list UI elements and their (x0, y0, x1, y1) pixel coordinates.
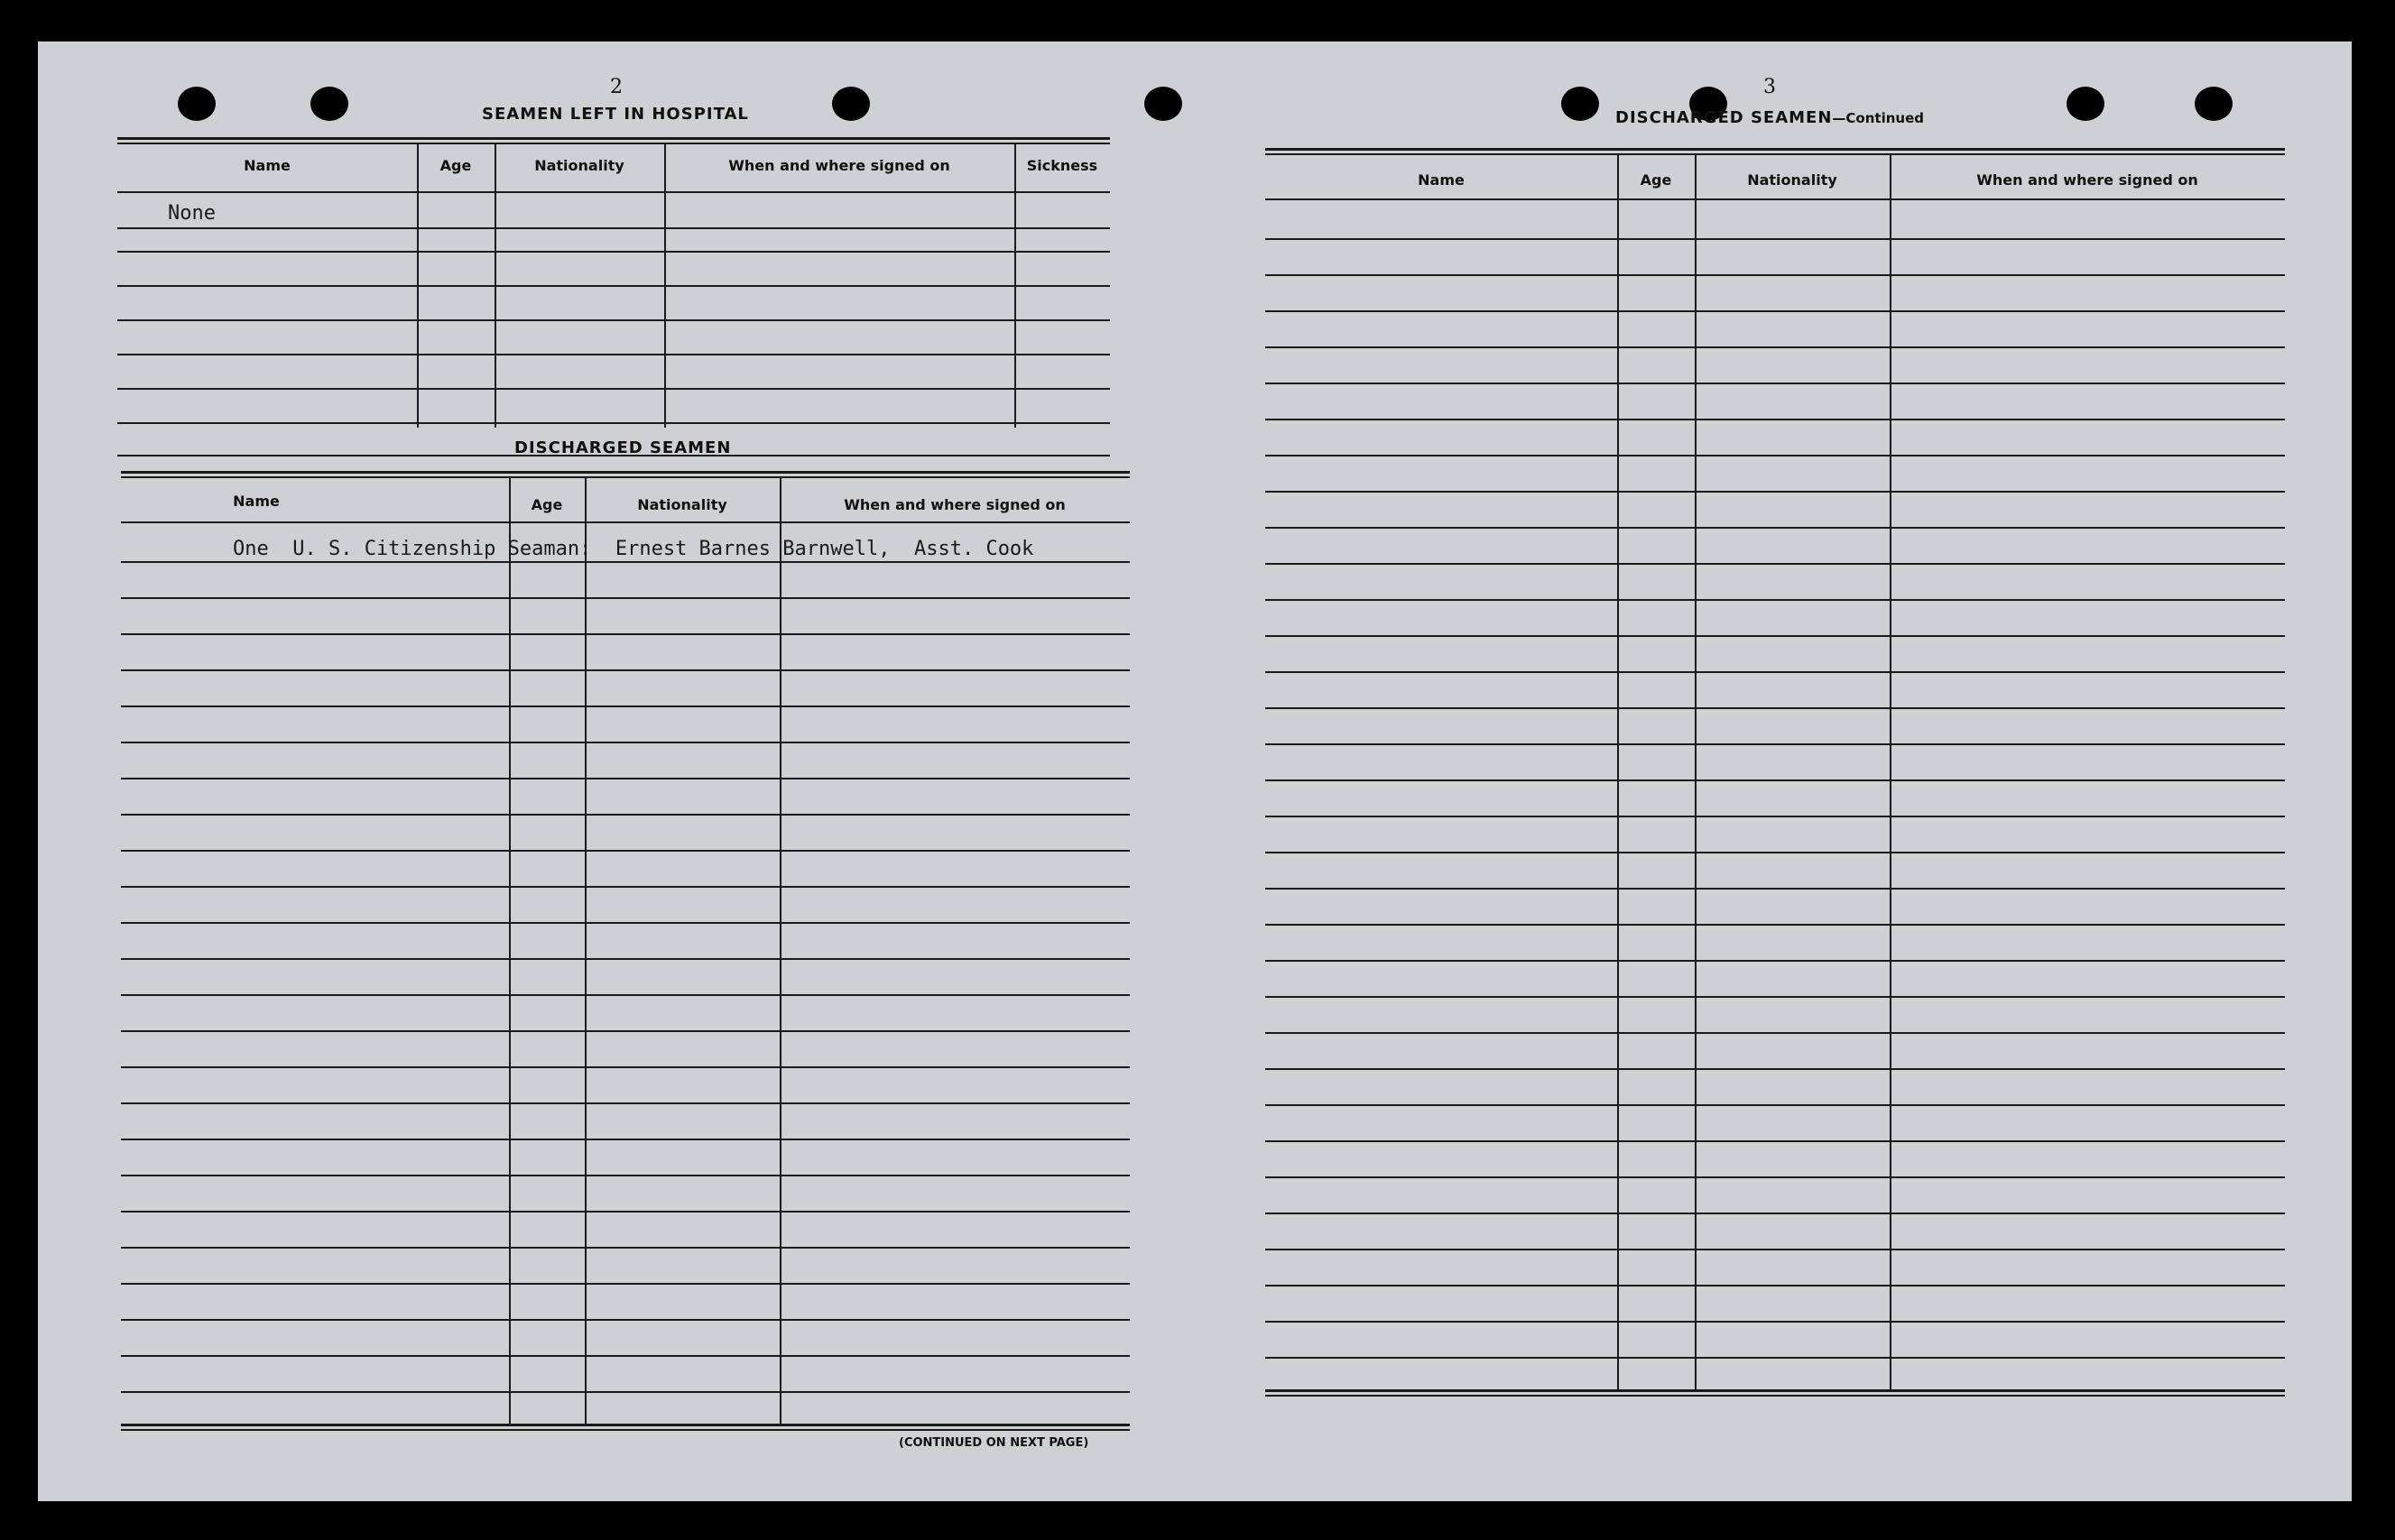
binder-hole (1144, 87, 1182, 121)
discharged-entry: One U. S. Citizenship Seaman: Ernest Barnes Barnwell, Asst. Cook (233, 538, 1034, 560)
document-sheet (38, 41, 2352, 1501)
page-number-left: 2 (610, 76, 623, 98)
binder-hole (2067, 87, 2104, 121)
hospital-section-title: SEAMEN LEFT IN HOSPITAL (482, 105, 749, 124)
continued-footer: (CONTINUED ON NEXT PAGE) (899, 1436, 1089, 1450)
hospital-col-name: Name (244, 157, 291, 174)
discharged-col-name: Name (233, 493, 280, 510)
right-section-title-suffix: —Continued (1832, 110, 1924, 126)
hospital-col-signed-on: When and where signed on (728, 157, 950, 174)
binder-hole (1561, 87, 1599, 121)
right-col-age: Age (1640, 171, 1672, 189)
hospital-col-nationality: Nationality (534, 157, 624, 174)
right-section-title-main: DISCHARGED SEAMEN (1615, 108, 1833, 127)
discharged-col-signed-on: When and where signed on (844, 496, 1066, 513)
right-col-signed-on: When and where signed on (1976, 171, 2198, 189)
right-col-name: Name (1418, 171, 1465, 189)
hospital-col-sickness: Sickness (1026, 157, 1098, 174)
discharged-col-age: Age (531, 496, 563, 513)
discharged-continued-table (1265, 148, 2285, 1447)
hospital-entry: None (168, 202, 216, 225)
page-number-right: 3 (1763, 76, 1776, 98)
discharged-col-nationality: Nationality (637, 496, 727, 513)
right-col-nationality: Nationality (1747, 171, 1837, 189)
discharged-section-title: DISCHARGED SEAMEN (514, 438, 732, 457)
hospital-table (117, 137, 1110, 462)
right-section-title (1615, 108, 1924, 127)
binder-hole (310, 87, 348, 121)
discharged-table (121, 471, 1130, 1472)
hospital-col-age: Age (439, 157, 472, 174)
binder-hole (2195, 87, 2233, 121)
binder-hole (832, 87, 870, 121)
binder-hole (178, 87, 216, 121)
